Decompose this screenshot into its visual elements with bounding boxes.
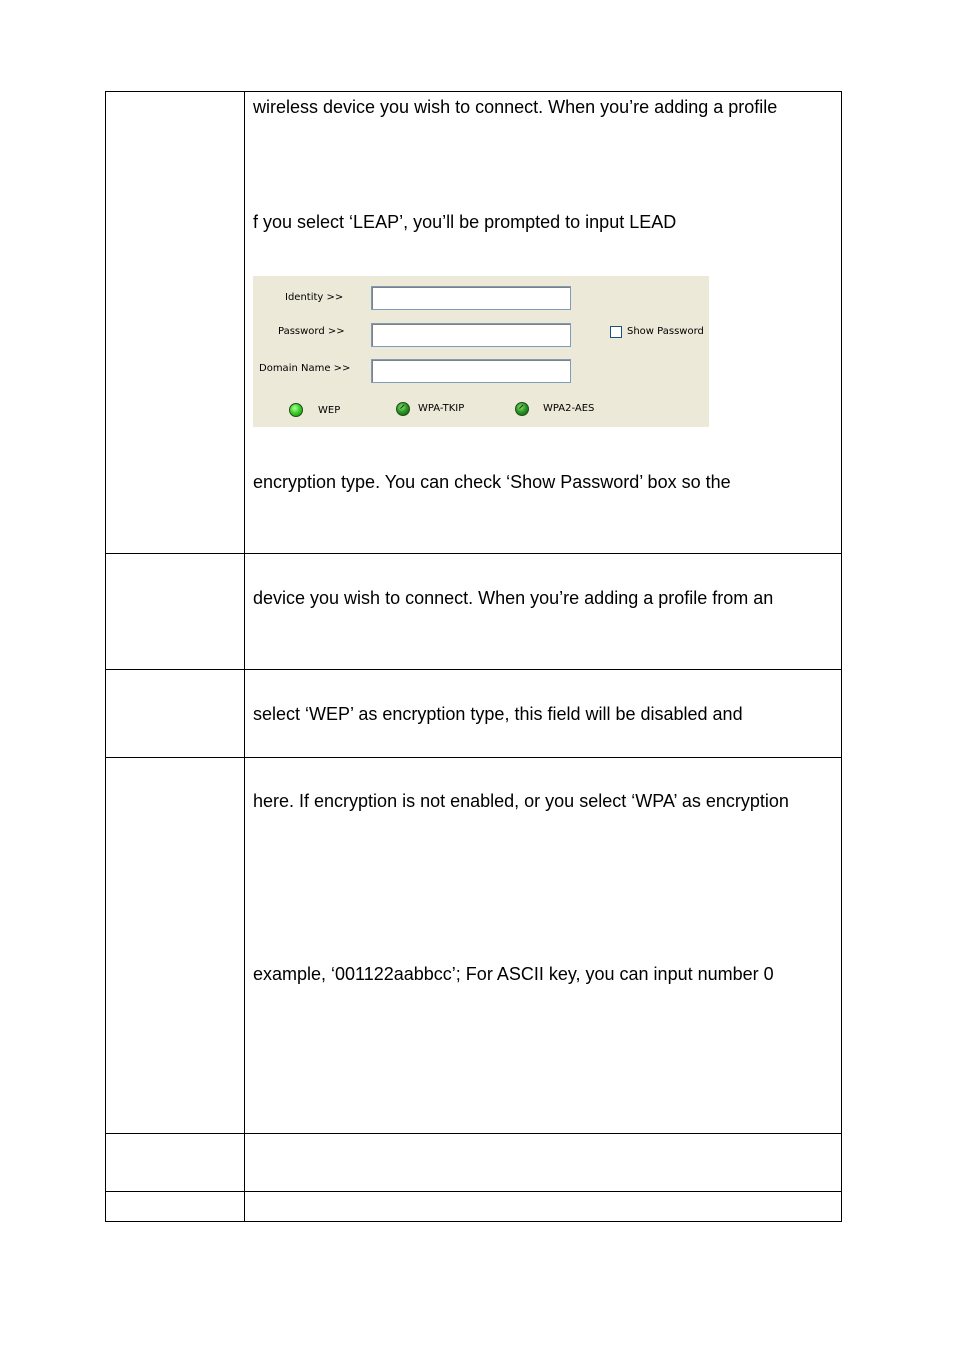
row4-text-line: example, ‘001122aabbcc’; For ASCII key, you can input number 0: [253, 964, 774, 984]
password-label: Password >>: [278, 326, 345, 337]
wep-status-light-icon: [289, 403, 303, 417]
domain-name-label: Domain Name >>: [259, 363, 351, 374]
row-divider: [106, 669, 841, 670]
column-divider: [244, 92, 245, 1221]
row1-text-line: wireless device you wish to connect. When you’re adding a profile: [253, 97, 778, 117]
identity-input[interactable]: [371, 286, 571, 310]
row-divider: [106, 757, 841, 758]
row-divider: [106, 1133, 841, 1134]
wpa-tkip-label: WPA-TKIP: [418, 403, 465, 414]
wpa-tkip-status-light-icon: [396, 402, 410, 416]
identity-label: Identity >>: [285, 292, 344, 303]
show-password-label: Show Password: [627, 326, 704, 337]
row4-text-line: here. If encryption is not enabled, or you select ‘WPA’ as encryption: [253, 791, 789, 811]
row2-text-line: device you wish to connect. When you’re adding a profile from an: [253, 588, 774, 608]
row1-text-line: f you select ‘LEAP’, you’ll be prompted to input LEAD: [253, 212, 677, 232]
domain-name-input[interactable]: [371, 359, 571, 383]
show-password-checkbox[interactable]: [610, 326, 622, 338]
row1-text-line: encryption type. You can check ‘Show Password’ box so the: [253, 472, 731, 492]
description-table: [105, 91, 842, 1222]
row3-text-line: select ‘WEP’ as encryption type, this field will be disabled and: [253, 704, 743, 724]
row-divider: [106, 1191, 841, 1192]
wpa2-aes-status-light-icon: [515, 402, 529, 416]
wep-label: WEP: [318, 405, 341, 416]
leap-credentials-panel: [253, 276, 709, 427]
wpa2-aes-label: WPA2-AES: [543, 403, 595, 414]
password-input[interactable]: [371, 323, 571, 347]
row-divider: [106, 553, 841, 554]
